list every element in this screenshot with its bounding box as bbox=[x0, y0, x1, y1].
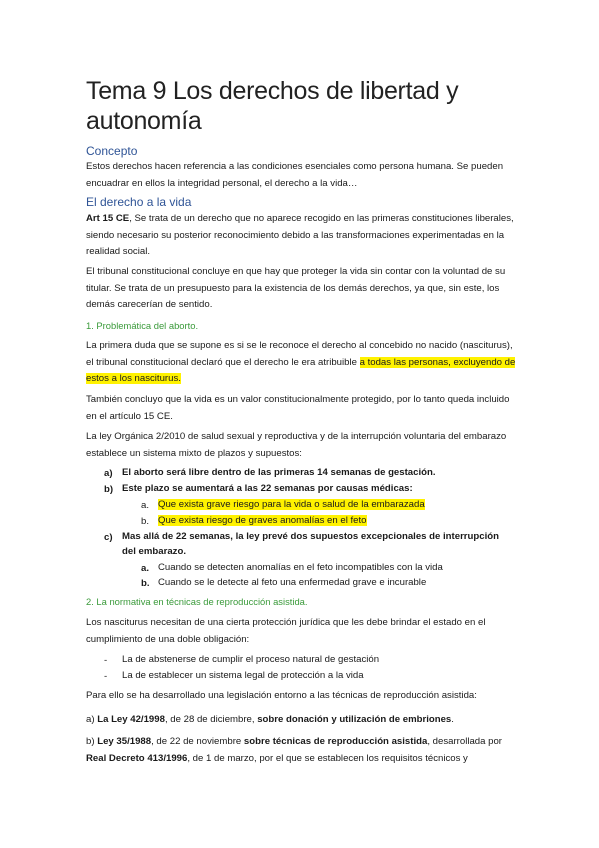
sublist-marker: b. bbox=[141, 578, 150, 589]
list-marker: a) bbox=[104, 468, 113, 479]
paragraph-art15 bbox=[86, 211, 518, 261]
sublist-marker: a. bbox=[141, 500, 150, 511]
art-text: , Se trata de un derecho que no aparece recogido en las primeras constituciones liberales, siendo necesario su posterior reconocimiento debido a las transformaciones experimentadas en la realidad social. bbox=[86, 213, 514, 257]
highlighted-text: a todas las personas, excluyendo de estos a los nasciturus. bbox=[86, 356, 516, 384]
paragraph-concepto: Estos derechos hacen referencia a las condiciones esenciales como persona humana. Se pueden encuadrar en ellos la integridad personal, el derecho a la vida… bbox=[86, 161, 504, 189]
bullet-item: La de establecer un sistema legal de protección a la vida bbox=[122, 670, 364, 681]
list-item-c: Mas allá de 22 semanas, la ley prevé dos supuestos excepcionales de interrupción bbox=[122, 531, 499, 542]
duda-text: La primera duda que se supone es si se le reconoce el derecho al concebido no nacido (nasciturus), el tribunal constitucional declaró que el derecho le era atribuible bbox=[86, 340, 513, 368]
paragraph-nasciturus: Los nasciturus necesitan de una cierta protección jurídica que les debe brindar el estado en el cumplimiento de una doble obligación: bbox=[86, 617, 486, 645]
art-label: Art 15 CE bbox=[86, 213, 130, 224]
bullet-dash: - bbox=[104, 655, 108, 666]
sublist-item: Cuando se le detecte al feto una enfermedad grave e incurable bbox=[158, 577, 427, 588]
bullet-dash: - bbox=[104, 671, 108, 682]
heading-aborto: 1. Problemática del aborto. bbox=[86, 320, 199, 331]
sublist-item: Que exista grave riesgo para la vida o salud de la embarazada bbox=[158, 499, 425, 510]
list-item-c-cont: del embarazo. bbox=[122, 546, 186, 557]
sublist-item: Cuando se detecten anomalías en el feto incompatibles con la vida bbox=[158, 562, 443, 573]
list-marker: c) bbox=[104, 532, 113, 543]
paragraph-ley-35: b) Ley 35/1988, de 22 de noviembre sobre técnicas de reproducción asistida, desarrollada por Real Decreto 413/1996, de 1 de marzo, por el que se establecen los requisitos técnicos y bbox=[86, 736, 502, 764]
heading-normativa: 2. La normativa en técnicas de reproducción asistida. bbox=[86, 596, 308, 607]
heading-concepto: Concepto bbox=[86, 144, 138, 158]
paragraph-duda bbox=[86, 338, 518, 388]
list-item-b: Este plazo se aumentará a las 22 semanas por causas médicas: bbox=[122, 483, 413, 494]
sublist-marker: b. bbox=[141, 516, 150, 527]
paragraph-tambien: También concluyo que la vida es un valor constitucionalmente protegido, por lo tanto queda incluido en el artículo 15 CE. bbox=[86, 394, 510, 422]
paragraph-ley-42: a) La Ley 42/1998, de 28 de diciembre, sobre donación y utilización de embriones. bbox=[86, 714, 454, 725]
paragraph-ley-organica: La ley Orgánica 2/2010 de salud sexual y reproductiva y de la interrupción voluntaria del embarazo establece un sistema mixto de plazos y supuestos: bbox=[86, 431, 507, 459]
sublist-marker: a. bbox=[141, 563, 150, 574]
page-title: Tema 9 Los derechos de libertad y autonomía bbox=[86, 77, 459, 135]
list-marker: b) bbox=[104, 484, 114, 495]
paragraph-tribunal: El tribunal constitucional concluye en que hay que proteger la vida sin contar con la voluntad de su titular. Se trata de un presupuesto para la existencia de los demás derechos, ya que, sin este, los demás carecerían de sentido. bbox=[86, 266, 506, 310]
heading-derecho-vida: El derecho a la vida bbox=[86, 195, 192, 209]
paragraph-para-ello: Para ello se ha desarrollado una legislación entorno a las técnicas de reproducción asistida: bbox=[86, 690, 477, 701]
bullet-item: La de abstenerse de cumplir el proceso natural de gestación bbox=[122, 654, 380, 665]
sublist-item: Que exista riesgo de graves anomalías en el feto bbox=[158, 515, 367, 526]
list-item-a: El aborto será libre dentro de las primeras 14 semanas de gestación. bbox=[122, 467, 436, 478]
